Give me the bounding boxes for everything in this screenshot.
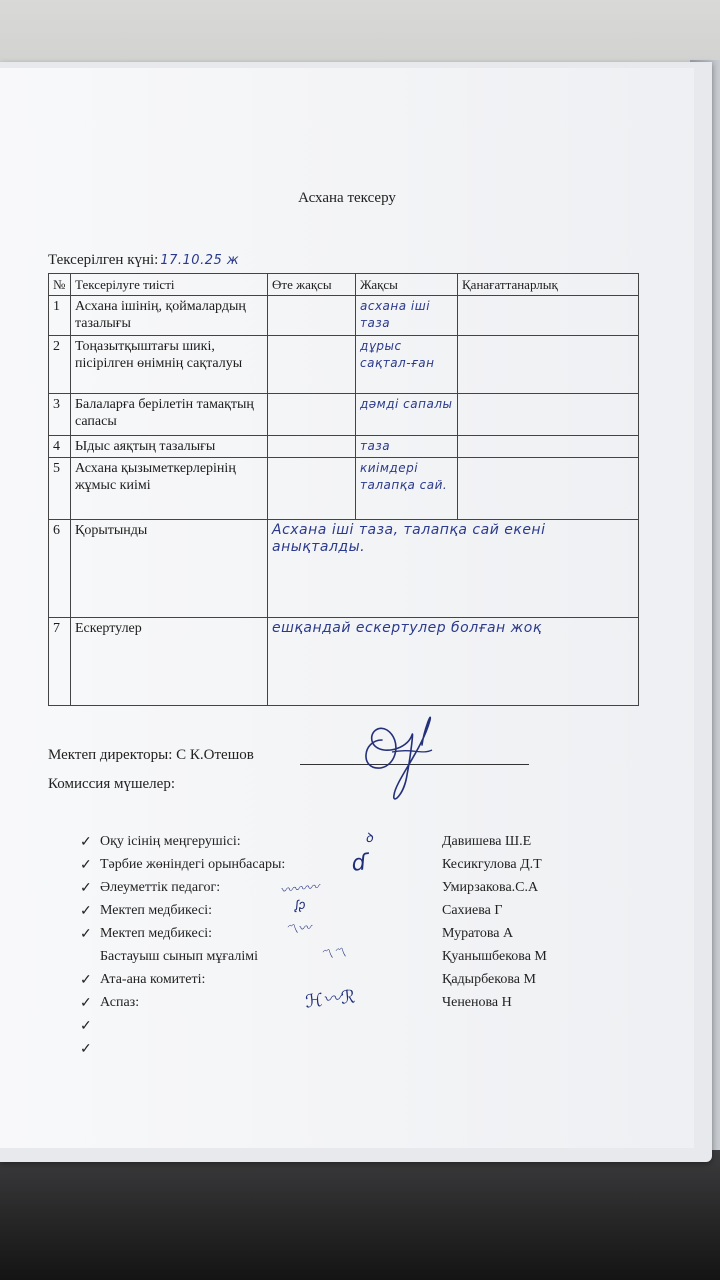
- list-item: [80, 880, 640, 903]
- table-row: [49, 296, 639, 336]
- inspection-table: [48, 273, 639, 706]
- check-icon: ✓: [80, 996, 92, 1011]
- row-very-good: [268, 394, 356, 436]
- row-item: Балаларға берілетін тамақтың сапасы: [71, 394, 268, 436]
- member-role: Тәрбие жөніндегі орынбасары:: [100, 857, 286, 872]
- header-very-good: Өте жақсы: [268, 274, 356, 296]
- row-good: таза: [356, 436, 458, 458]
- table-row: [49, 520, 639, 618]
- row-satisfactory: [458, 296, 639, 336]
- row-very-good: [268, 436, 356, 458]
- list-item: [80, 945, 640, 972]
- member-signature-icon: 〰〰〰: [279, 879, 320, 899]
- document-title: Асхана тексеру: [298, 190, 396, 206]
- member-name: Чененова Н: [442, 995, 512, 1010]
- row-very-good: [268, 336, 356, 394]
- row-number: 1: [49, 296, 71, 336]
- table-row: [49, 436, 639, 458]
- row-good: асхана іші таза: [356, 296, 458, 336]
- director-signature-icon: [352, 700, 442, 810]
- member-role: Мектеп медбикесі:: [100, 903, 213, 918]
- member-name: Умирзакова.С.А: [442, 880, 539, 895]
- member-name: Кесикгулова Д.Т: [442, 857, 542, 872]
- list-item: [80, 897, 640, 926]
- row-good: киімдері талапқа сай.: [356, 458, 458, 520]
- list-item: [80, 1041, 640, 1064]
- conclusion-text: Асхана іші таза, талапқа сай екені анықталды.: [268, 520, 639, 618]
- table-row: [49, 394, 639, 436]
- check-icon: ✓: [80, 927, 92, 942]
- inspection-date: [48, 252, 239, 269]
- list-item: [80, 972, 640, 995]
- member-signature-icon: ᶘᶗ: [294, 897, 307, 914]
- header-satisfactory: Қанағаттанарлық: [458, 274, 639, 296]
- check-icon: ✓: [80, 1019, 92, 1034]
- row-number: 2: [49, 336, 71, 394]
- row-number: 3: [49, 394, 71, 436]
- member-role: Әлеуметтік педагог:: [100, 880, 221, 895]
- member-role: Бастауыш сынып мұғалімі: [100, 949, 259, 964]
- row-very-good: [268, 458, 356, 520]
- header-good: Жақсы: [356, 274, 458, 296]
- table-row: [49, 618, 639, 706]
- check-icon: ✓: [80, 858, 92, 873]
- commission-list: [80, 830, 640, 1064]
- check-icon: ✓: [80, 1042, 92, 1057]
- member-name: Қуанышбекова М: [442, 949, 547, 964]
- check-icon: ✓: [80, 973, 92, 988]
- member-name: Муратова А: [442, 926, 514, 941]
- list-item: [80, 850, 640, 880]
- row-very-good: [268, 296, 356, 336]
- row-item: Асхана ішінің, қоймалардың тазалығы: [71, 296, 268, 336]
- member-role: Мектеп медбикесі:: [100, 926, 213, 941]
- table-row: [49, 336, 639, 394]
- row-satisfactory: [458, 458, 639, 520]
- row-number: 4: [49, 436, 71, 458]
- list-item: [80, 1018, 640, 1041]
- member-signature-icon: ɗ: [350, 850, 370, 877]
- row-good: дұрыс сақтал-ған: [356, 336, 458, 394]
- date-label: Тексерілген күні:: [48, 252, 159, 268]
- member-signature-icon: 〽〽: [319, 945, 347, 964]
- row-number: 5: [49, 458, 71, 520]
- date-value: 17.10.25 ж: [160, 253, 240, 268]
- member-name: Қадырбекова М: [442, 972, 536, 987]
- row-number: 7: [49, 618, 71, 706]
- header-item: Тексерілуге тиісті: [71, 274, 268, 296]
- remarks-text: ешқандай ескертулер болған жоқ: [268, 618, 639, 706]
- row-satisfactory: [458, 394, 639, 436]
- list-item: [80, 920, 640, 949]
- check-icon: ✓: [80, 904, 92, 919]
- background-floor: [0, 1150, 720, 1280]
- row-satisfactory: [458, 336, 639, 394]
- member-role: Ата-ана комитеті:: [100, 972, 206, 987]
- table-header-row: [49, 274, 639, 296]
- row-item: Асхана қызыметкерлерінің жұмыс киімі: [71, 458, 268, 520]
- table-row: [49, 458, 639, 520]
- list-item: [80, 986, 640, 1018]
- row-good: дәмді сапалы: [356, 394, 458, 436]
- member-signature-icon: 〽〰: [284, 920, 312, 939]
- row-item: Ыдыс аяқтың тазалығы: [71, 436, 268, 458]
- row-number: 6: [49, 520, 71, 618]
- row-item: Ескертулер: [71, 618, 268, 706]
- row-satisfactory: [458, 436, 639, 458]
- member-role: Аспаз:: [100, 995, 140, 1010]
- commission-label: Комиссия мүшелер:: [48, 776, 175, 792]
- member-role: Оқу ісінің меңгерушісі:: [100, 834, 241, 849]
- member-signature-icon: ꝺ: [364, 830, 374, 847]
- member-signature-icon: ℋ〰ℛ: [304, 986, 357, 1013]
- check-icon: ✓: [80, 835, 92, 850]
- director-line: Мектеп директоры: С К.Отешов: [48, 747, 254, 763]
- member-name: Давишева Ш.Е: [442, 834, 532, 849]
- header-number: №: [49, 274, 71, 296]
- row-item: Қорытынды: [71, 520, 268, 618]
- check-icon: ✓: [80, 881, 92, 896]
- row-item: Тоңазытқыштағы шикі, пісірілген өнімнің сақталуы: [71, 336, 268, 394]
- member-name: Сахиева Г: [442, 903, 503, 918]
